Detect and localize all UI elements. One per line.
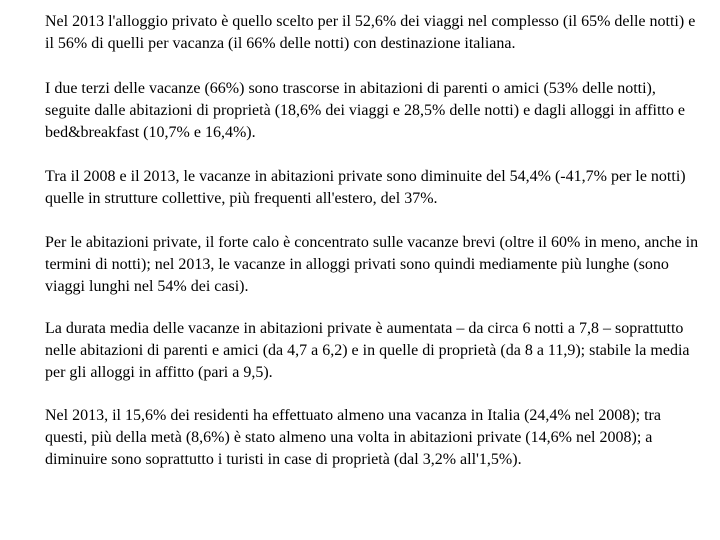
paragraph-short-holidays-drop: Per le abitazioni private, il forte calo è concentrato sulle vacanze brevi (oltre il 60% in meno, anche in termini di notti); nel 2013, le vacanze in alloggi privati sono quindi mediamente più lunghe (sono viaggi lunghi nel 54% dei casi). bbox=[45, 234, 699, 295]
paragraph-average-duration: La durata media delle vacanze in abitazioni private è aumentata – da circa 6 notti a 7,8 – soprattutto nelle abitazioni di parenti e amici (da 4,7 a 6,2) e in quelle di proprietà (da 8 a 11,9); stabile la media per gli alloggi in affitto (pari a 9,5). bbox=[45, 320, 690, 381]
paragraph-relatives-friends-homes: I due terzi delle vacanze (66%) sono trascorse in abitazioni di parenti o amici (53% delle notti), seguite dalle abitazioni di proprietà (18,6% dei viaggi e 28,5% delle notti) e dagli alloggi in affitto e bed&breakfast (10,7% e 16,4%). bbox=[45, 80, 685, 141]
paragraph-residents-share: Nel 2013, il 15,6% dei residenti ha effettuato almeno una vacanza in Italia (24,4% nel 2008); tra questi, più della metà (8,6%) è stato almeno una volta in abitazioni private (14,6% nel 2008); a diminuire sono soprattutto i turisti in case di proprietà (dal 3,2% all'1,5%). bbox=[45, 407, 661, 468]
paragraph-decline-2008-2013: Tra il 2008 e il 2013, le vacanze in abitazioni private sono diminuite del 54,4% (-41,7% per le notti) quelle in strutture collettive, più frequenti all'estero, del 37%. bbox=[45, 168, 686, 207]
paragraph-private-lodging-share: Nel 2013 l'alloggio privato è quello scelto per il 52,6% dei viaggi nel complesso (il 65% delle notti) e il 56% di quelli per vacanza (il 66% delle notti) con destinazione italiana. bbox=[45, 13, 696, 52]
